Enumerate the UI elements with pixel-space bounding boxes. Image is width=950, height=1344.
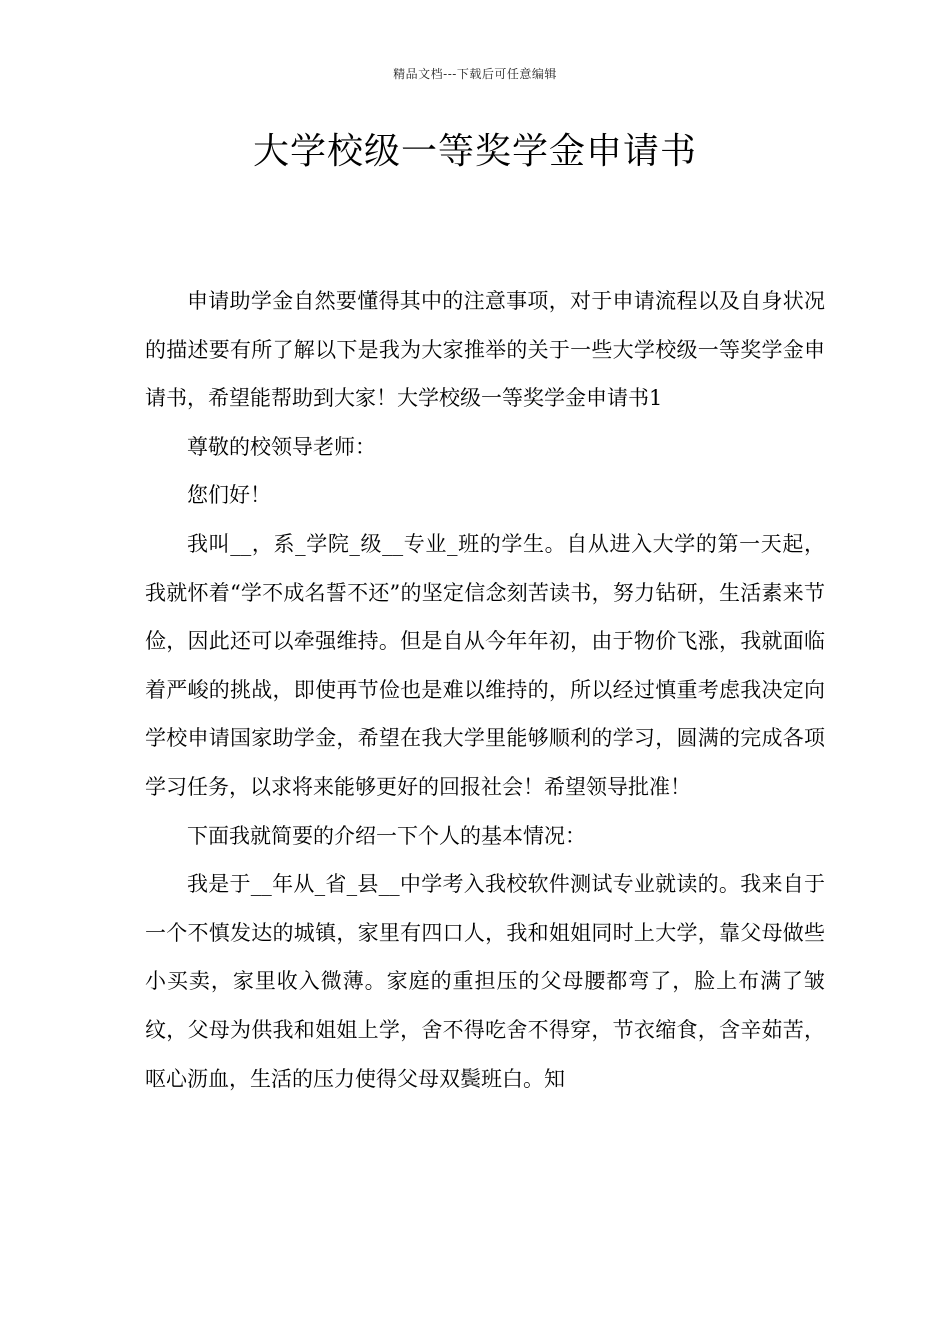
paragraph-salutation: 尊敬的校领导老师： xyxy=(187,434,376,459)
document-body xyxy=(145,277,825,1103)
paragraph-greeting: 您们好！ xyxy=(187,483,271,508)
paragraph-transition: 下面我就简要的介绍一下个人的基本情况： xyxy=(187,823,586,848)
paragraph-intro: 申请助学金自然要懂得其中的注意事项，对于申请流程以及自身状况的描述要有所了解以下是我为大家推举的关于一些大学校级一等奖学金申请书，希望能帮助到大家！大学校级一等奖学金申请书1 xyxy=(145,289,825,411)
document-title: 大学校级一等奖学金申请书 xyxy=(252,131,697,172)
paragraph-self-intro: 我叫__，系_学院_级__专业_班的学生。自从进入大学的第一天起，我就怀着“学不成名誓不还”的坚定信念刻苦读书，努力钻研，生活素来节俭，因此还可以牵强维持。但是自从今年年初，由于物价飞涨，我就面临着严峻的挑战，即使再节俭也是难以维持的，所以经过慎重考虑我决定向学校申请国家助学金，希望在我大学里能够顺利的学习，圆满的完成各项学习任务，以求将来能够更好的回报社会！希望领导批准！ xyxy=(145,531,825,799)
paragraph-background: 我是于__年从_省_县__中学考入我校软件测试专业就读的。我来自于一个不慎发达的城镇，家里有四口人，我和姐姐同时上大学，靠父母做些小买卖，家里收入微薄。家庭的重担压的父母腰都弯了，脸上布满了皱纹，父母为供我和姐姐上学，舍不得吃舍不得穿，节衣缩食，含辛茹苦，呕心沥血，生活的压力使得父母双鬓班白。知 xyxy=(145,872,825,1091)
header-note: 精品文档---下载后可任意编辑 xyxy=(393,67,557,81)
